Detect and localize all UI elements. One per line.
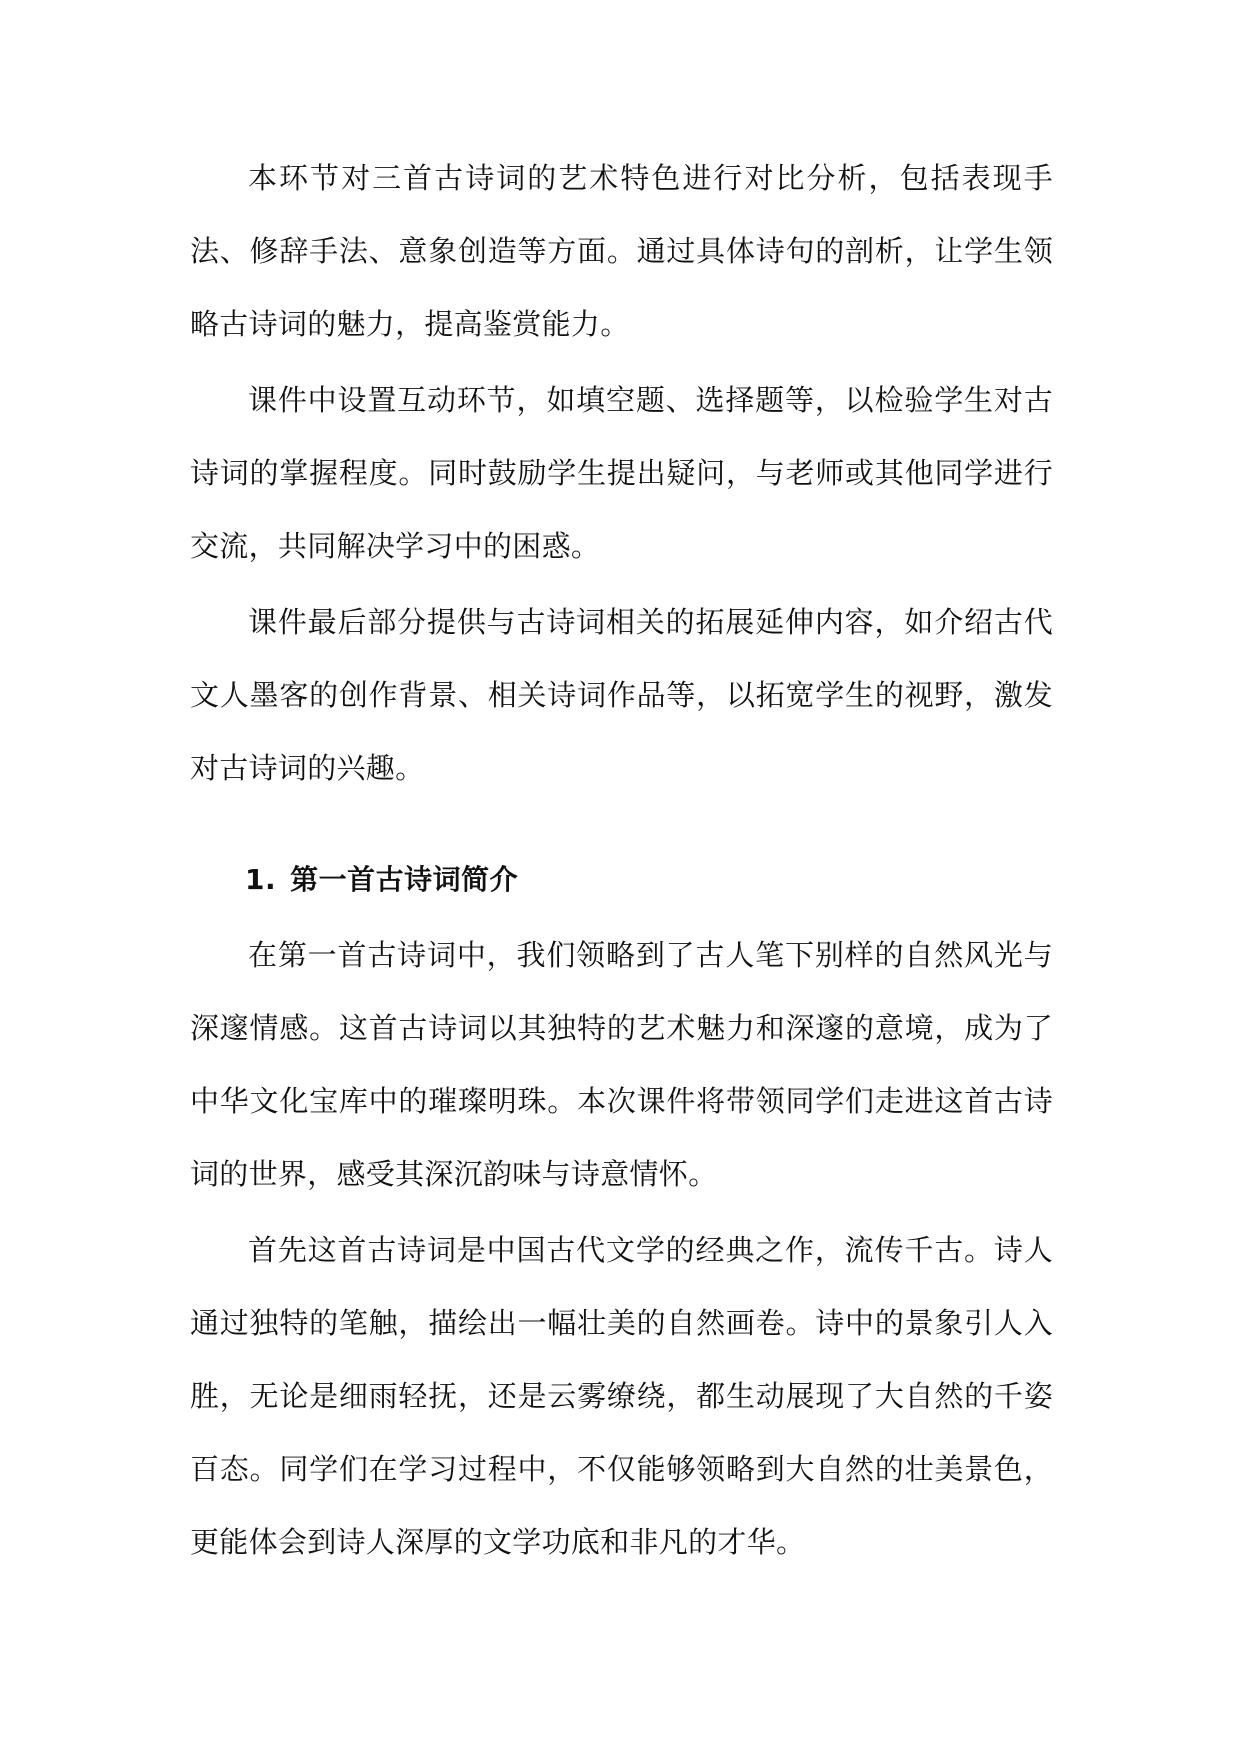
paragraph: 在第一首古诗词中，我们领略到了古人笔下别样的自然风光与深邃情感。这首古诗词以其独特的艺术魅力和深邃的意境，成为了中华文化宝库中的璀璨明珠。本次课件将带领同学们走进这首古诗词的世界，感受其深沉韵味与诗意情怀。	[190, 938, 1053, 1191]
section-number: 1.	[245, 863, 277, 896]
paragraph: 本环节对三首古诗词的艺术特色进行对比分析，包括表现手法、修辞手法、意象创造等方面。通过具体诗句的剖析，让学生领略古诗词的魅力，提高鉴赏能力。	[190, 161, 1053, 341]
paragraph: 课件中设置互动环节，如填空题、选择题等，以检验学生对古诗词的掌握程度。同时鼓励学生提出疑问，与老师或其他同学进行交流，共同解决学习中的困惑。	[190, 383, 1053, 563]
section-heading	[190, 843, 1053, 916]
paragraph: 课件最后部分提供与古诗词相关的拓展延伸内容，如介绍古代文人墨客的创作背景、相关诗词作品等，以拓宽学生的视野，激发对古诗词的兴趣。	[190, 605, 1053, 785]
section-title: 第一首古诗词简介	[290, 863, 519, 896]
document-body	[190, 142, 1053, 1582]
paragraph: 首先这首古诗词是中国古代文学的经典之作，流传千古。诗人通过独特的笔触，描绘出一幅壮美的自然画卷。诗中的景象引人入胜，无论是细雨轻抚，还是云雾缭绕，都生动展现了大自然的千姿百态。同学们在学习过程中，不仅能够领略到大自然的壮美景色，更能体会到诗人深厚的文学功底和非凡的才华。	[190, 1233, 1053, 1559]
